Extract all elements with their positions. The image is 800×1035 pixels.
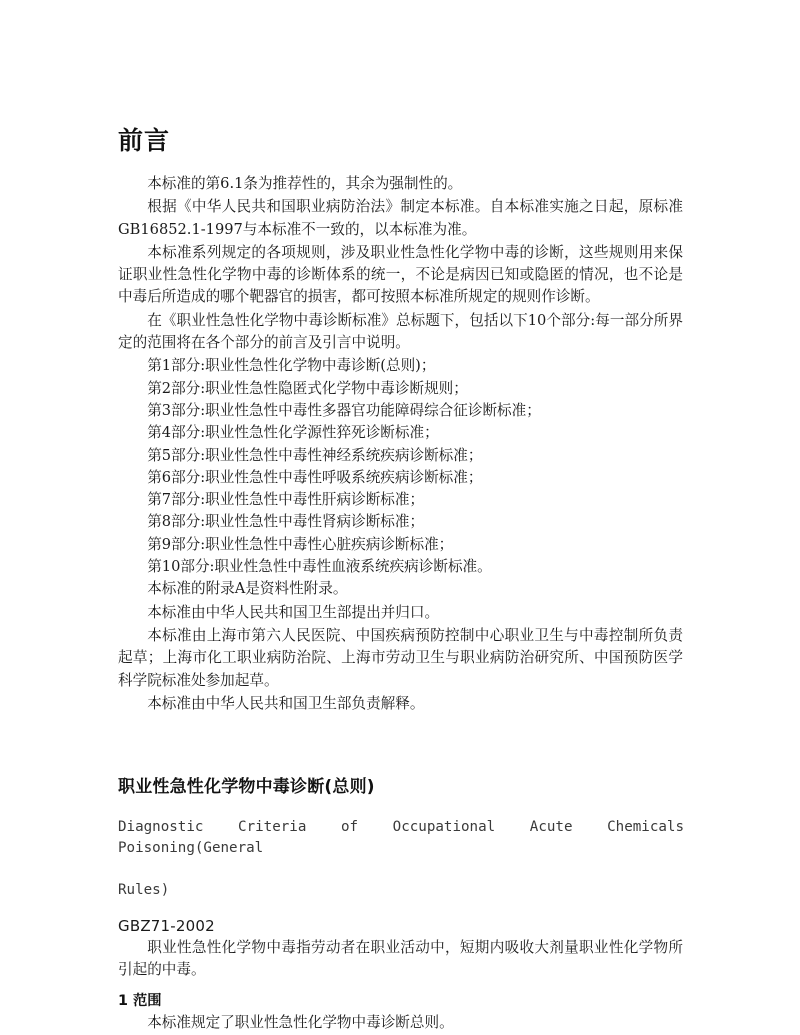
foreword-paragraph: 根据《中华人民共和国职业病防治法》制定本标准。自本标准实施之日起，原标准GB16852.1-1997与本标准不一致的，以本标准为准。 — [118, 198, 683, 238]
foreword-paragraph: 在《职业性急性化学物中毒诊断标准》总标题下，包括以下10个部分:每一部分所界定的范围将在各个部分的前言及引言中说明。 — [118, 311, 683, 352]
clause-paragraph: 本标准规定了职业性急性化学物中毒诊断总则。 — [147, 1013, 454, 1031]
list-item: 第5部分:职业性急性中毒性神经系统疾病诊断标准； — [147, 446, 483, 464]
list-item: 第9部分:职业性急性中毒性心脏疾病诊断标准； — [147, 535, 454, 553]
standard-title-english — [118, 817, 684, 901]
list-item: 第1部分:职业性急性化学物中毒诊断(总则)； — [147, 357, 436, 375]
foreword-paragraph: 本标准由上海市第六人民医院、中国疾病预防控制中心职业卫生与中毒控制所负责起草；上海市化工职业病防治院、上海市劳动卫生与职业病防治研究所、中国预防医学科学院标准处参加起草。 — [118, 626, 683, 689]
standard-intro-paragraph: 职业性急性化学物中毒指劳动者在职业活动中，短期内吸收大剂量职业性化学物所引起的中毒。 — [118, 939, 683, 979]
clause-heading-scope — [118, 990, 683, 1012]
standard-title-chinese: 职业性急性化学物中毒诊断(总则) — [118, 777, 375, 798]
page-title: 前言 — [118, 126, 171, 155]
clause-title: 范围 — [132, 992, 162, 1009]
list-item: 第10部分:职业性急性中毒性血液系统疾病诊断标准。 — [147, 558, 492, 576]
list-item: 第8部分:职业性急性中毒性肾病诊断标准； — [147, 513, 425, 531]
standard-title-english-line: Rules) — [118, 882, 170, 899]
list-item: 第3部分:职业性急性中毒性多器官功能障碍综合征诊断标准； — [147, 401, 541, 419]
standard-parts-list — [118, 355, 683, 578]
foreword-paragraph: 本标准由中华人民共和国卫生部提出并归口。 — [147, 603, 440, 621]
foreword-paragraph: 本标准的第6.1条为推荐性的，其余为强制性的。 — [147, 175, 463, 192]
list-item: 第4部分:职业性急性化学源性猝死诊断标准； — [147, 424, 439, 442]
foreword-paragraph: 本标准的附录A是资料性附录。 — [147, 580, 348, 598]
foreword-paragraph: 本标准由中华人民共和国卫生部负责解释。 — [147, 694, 425, 712]
list-item: 第2部分:职业性急性隐匿式化学物中毒诊断规则； — [147, 379, 468, 397]
foreword-paragraph: 本标准系列规定的各项规则，涉及职业性急性化学物中毒的诊断，这些规则用来保证职业性急性化学物中毒的诊断体系的统一，不论是病因已知或隐匿的情况，也不论是中毒后所造成的哪个靶器官的损害，都可按照本标准所规定的规则作诊断。 — [118, 243, 683, 306]
list-item: 第7部分:职业性急性中毒性肝病诊断标准； — [147, 491, 425, 509]
standard-code: GBZ71-2002 — [118, 917, 215, 936]
section-spacer — [118, 715, 683, 775]
document-content — [118, 0, 683, 1034]
clause-number: 1 — [118, 992, 128, 1009]
standard-title-english-line: Diagnostic Criteria of Occupational Acute Chemicals Poisoning(General — [118, 819, 684, 857]
list-item: 第6部分:职业性急性中毒性呼吸系统疾病诊断标准； — [147, 468, 483, 486]
